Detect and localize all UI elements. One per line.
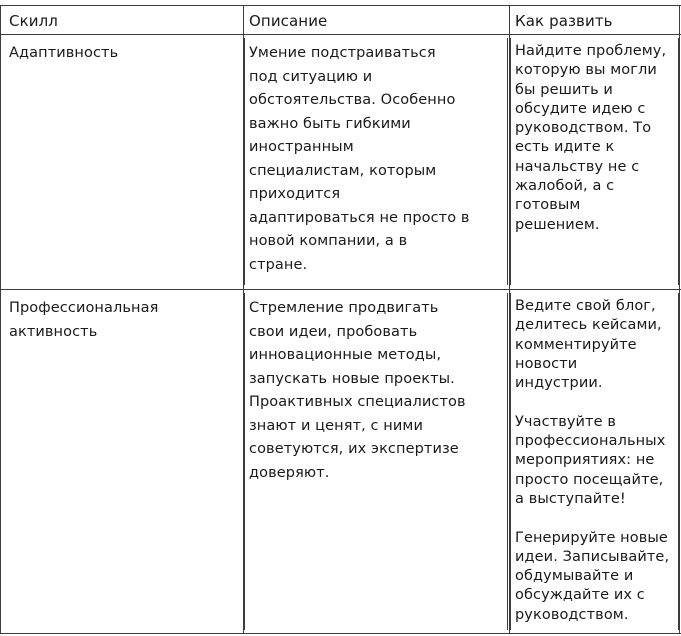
row-2-how-to-develop: Ведите свой блог, делитесь кейсами, комментируйте новости индустрии. Участвуйте в профессиональных мероприятиях: не просто посещайте, а выступайте! Генерируйте новые идеи. Записывайте, обдумывайте и обсуждайте их с руководством.	[515, 298, 670, 623]
table-border-top	[0, 5, 681, 6]
row-1-how-to-develop: Найдите проблему, которую вы могли бы решить и обсудите идею с руководством. То есть идите к начальству не с жалобой, а с готовым решением.	[515, 43, 667, 233]
header-skill: Скилл	[9, 12, 58, 30]
row-2-description: Стремление продвигать свои идеи, пробовать инновационные методы, запускать новые проекты. Проактивных специалистов знают и ценят, с ними советуются, их экспертизе доверяют.	[249, 300, 466, 481]
header-description: Описание	[249, 12, 328, 30]
header-how-to-develop: Как развить	[515, 12, 613, 30]
table-border-bottom	[0, 633, 681, 634]
row-2-skill: Профессиональная активность	[9, 300, 159, 340]
row-1-description: Умение подстраиваться под ситуацию и обстоятельства. Особенно важно быть гибкими иностранным специалистам, которым приходится адаптироваться не просто в новой компании, а в стране.	[249, 45, 470, 273]
header-divider	[0, 34, 681, 35]
row-divider	[0, 289, 681, 290]
row-1-skill: Адаптивность	[9, 45, 119, 61]
table-border-left	[0, 5, 1, 634]
